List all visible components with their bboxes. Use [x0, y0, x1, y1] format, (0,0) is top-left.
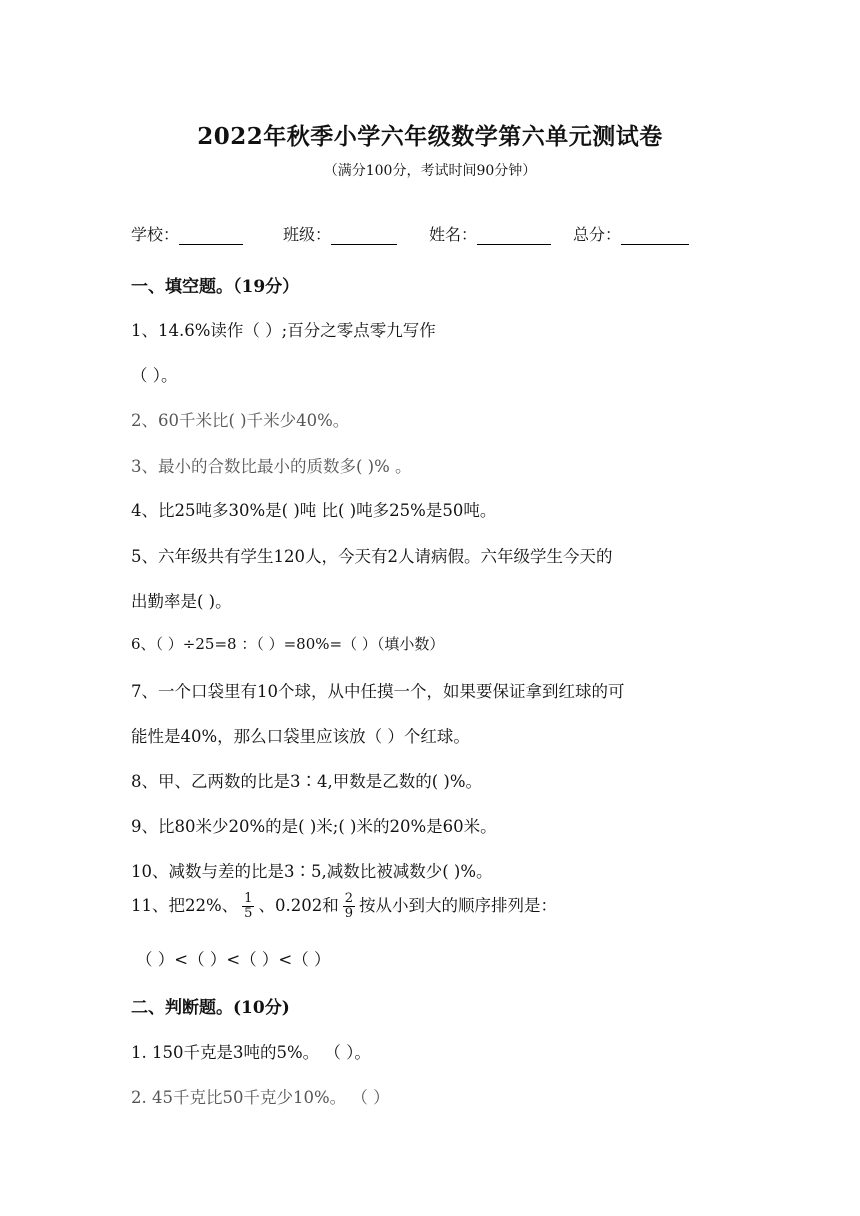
section1-heading: 一、填空题。（19分）	[131, 277, 300, 297]
class-blank	[331, 226, 397, 245]
name-blank	[477, 226, 551, 245]
question-9: 9、比80米少20%的是( )米;( )米的20%是60米。	[131, 817, 497, 836]
school-label: 学校：	[131, 225, 180, 244]
question-11-blanks: （ ）<（ ）<（ ）<（ ）	[136, 950, 331, 969]
name-label: 姓名：	[429, 225, 478, 244]
judge-question-2: 2. 45千克比50千克少10%。 （ ）	[131, 1088, 390, 1107]
question-4: 4、比25吨多30%是( )吨 比( )吨多25%是50吨。	[131, 501, 497, 520]
question-7-line-2: 能性是40%，那么口袋里应该放（ ）个红球。	[131, 727, 470, 746]
question-8: 8、甲、乙两数的比是3∶4,甲数是乙数的( )%。	[131, 772, 483, 791]
total-blank	[621, 226, 689, 245]
judge-question-1: 1. 150千克是3吨的5%。 （ ）。	[131, 1043, 371, 1062]
question-11-prefix: 11、把22%、	[131, 896, 239, 915]
question-3: 3、最小的合数比最小的质数多( )% 。	[131, 457, 412, 476]
question-10: 10、减数与差的比是3∶5,减数比被减数少( )%。	[131, 862, 493, 881]
question-5-line-2: 出勤率是( )。	[131, 592, 232, 611]
question-6: 6、（ ）÷25=8 ：（ ）=80%=（ ）（填小数）	[131, 635, 445, 653]
question-5-line-1: 5、六年级共有学生120人，今天有2人请病假。六年级学生今天的	[131, 547, 613, 566]
fraction-two-ninths	[343, 892, 355, 920]
school-blank	[179, 226, 243, 245]
question-11-middle: 、0.202和	[258, 896, 339, 915]
question-2: 2、60千米比( )千米少40%。	[131, 411, 350, 430]
page-title: 2022年秋季小学六年级数学第六单元测试卷	[197, 123, 663, 150]
question-11	[131, 892, 557, 921]
total-label: 总分：	[573, 225, 622, 244]
question-11-suffix: 按从小到大的顺序排列是：	[358, 896, 557, 915]
fraction-denominator: 9	[344, 906, 353, 921]
question-1-line-1: 1、14.6%读作（ ）;百分之零点零九写作	[131, 321, 436, 340]
fraction-numerator: 2	[344, 891, 353, 907]
student-info-row	[131, 222, 731, 245]
question-1-line-2: （ ）。	[131, 366, 178, 385]
fraction-denominator: 5	[244, 906, 253, 921]
question-7-line-1: 7、一个口袋里有10个球，从中任摸一个，如果要保证拿到红球的可	[131, 682, 625, 701]
page-subtitle: （满分100分，考试时间90分钟）	[323, 163, 537, 179]
fraction-numerator: 1	[244, 891, 253, 907]
class-label: 班级：	[283, 225, 332, 244]
section2-heading: 二、判断题。(10分)	[131, 998, 290, 1018]
fraction-one-fifth	[242, 892, 254, 920]
